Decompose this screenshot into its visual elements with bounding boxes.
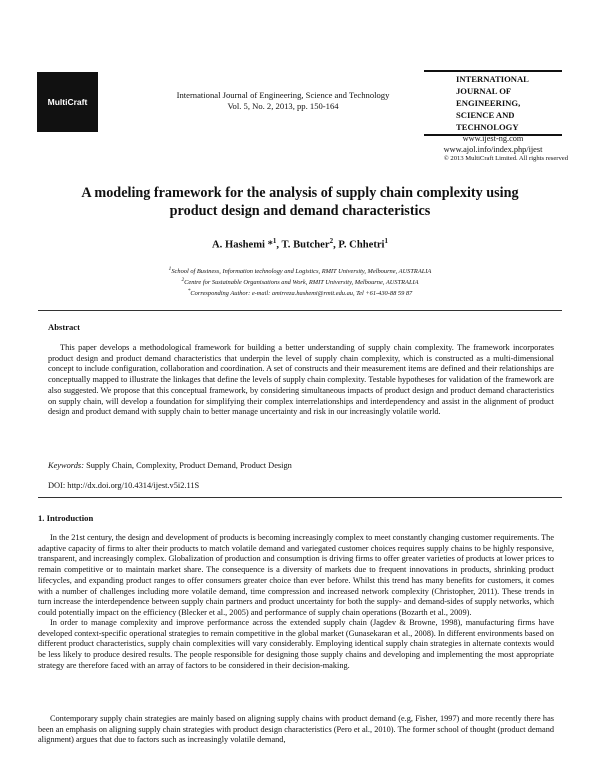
abstract-text: This paper develops a methodological framework for building a better understanding of supply chain complexity. The framework incorporates product design and product demand characteristics that underpin the level of supply chain complexity, which is constructed as a multi-dimensional concept to include configuration, collaboration and coordination. A set of constructs and their measurement items are defined and their relationships are conceptually mapped to illustrate the linkages that define the levels of supply chain complexity. Testable hypotheses for validation of the framework are also suggested. We propose that this conceptual framework, by considering simultaneous impacts of product design and product demand characteristics on supply chain, will develop a foundation for simplifying their complex interrelationships and interdependency and assist in the alignment of product design and product demand with supply chain to better manage uncertainty and risk in our increasingly volatile world. xyxy=(48,343,554,417)
abstract-heading: Abstract xyxy=(48,322,80,332)
journal-title-box xyxy=(424,70,562,136)
keywords-list: Supply Chain, Complexity, Product Demand, Product Design xyxy=(83,461,292,470)
journal-title-line: TECHNOLOGY xyxy=(456,122,519,132)
journal-url[interactable]: www.ijest-ng.com xyxy=(462,134,524,143)
doi-link[interactable]: DOI: http://dx.doi.org/10.4314/ijest.v5i2.11S xyxy=(48,481,200,490)
author-name: A. Hashemi * xyxy=(212,239,273,251)
journal-title-line: INTERNATIONAL xyxy=(456,74,529,84)
publisher-logo xyxy=(37,72,98,132)
copyright-notice: © 2013 MultiCraft Limited. All rights reserved xyxy=(443,155,568,162)
affiliation-line: $^2$Centre for Sustainable Organisations and Work, RMIT University, Melbourne, AUSTRALIA xyxy=(181,277,419,287)
affiliations xyxy=(40,265,560,298)
keywords xyxy=(48,461,554,470)
section-heading: 1. Introduction xyxy=(38,513,94,523)
paper-title-line: product design and demand characteristics xyxy=(169,203,431,219)
journal-citation xyxy=(118,90,448,112)
author-affiliation-mark: 2 xyxy=(329,237,334,245)
body-paragraph: In the 21st century, the design and development of products is becoming increasingly complex to meet constantly changing customer requirements. The adaptive capacity of firms to alter their products to match volatile demand and variegated customer choices requires supply chains to be highly responsive, transparent, and increasingly complex. Globalization of production and consumption is driving firms to offer greater varieties of products at lower prices to remain competitive or to maintain market share. The consequence is a diversity of markets due to frequent innovations in products, shrinking product lifecycles, and expanding product ranges to offer consumers greater choice than ever before. Whilst this trend has many benefits for customers, it comes with a number of challenges including more volatile demand, time compression and increased network complexity (Christopher, 2011). These trends in turn increase the interdependence between supply chain partners and product uncertainty for both the supply- and demand-sides of supply networks, which could potentially impact on the efficiency (Blecker et al., 2005) and performance of supply chain operations (Bozarth et al., 2009). xyxy=(38,533,554,617)
divider xyxy=(38,497,562,498)
keywords-label: Keywords: xyxy=(48,461,84,470)
journal-name: International Journal of Engineering, Science and Technology xyxy=(176,90,390,100)
publisher-logo-text: MultiCraft xyxy=(47,97,88,107)
author-affiliation-mark: 1 xyxy=(272,237,277,245)
divider xyxy=(38,310,562,311)
body-paragraph: Contemporary supply chain strategies are mainly based on aligning supply chains with product demand (e.g, Fisher, 1997) and more recently there has been an emphasis on aligning supply chain strategies with product design characteristics (Pero et al., 2010). The former school of thought (product demand alignment) argues that due to factors such as increasingly volatile demand, xyxy=(38,714,554,745)
author-list: A. Hashemi *$^1$, T. Butcher$^2$, P. Chhetri$^1$ xyxy=(212,237,388,251)
body-paragraph: In order to manage complexity and improve performance across the extended supply chain (Jagdev & Browne, 1998), manufacturing firms have developed context-specific operational strategies to remain competitive in the global market (Gunasekaran et al., 2008). In different environments based on different product characteristics, supply chain complexities will vary considerably. Employing identical supply chain strategies in alternate contexts would be less likely to produce desired results. The people responsible for designing those supply chains and developing and implementing the most appropriate strategy are therefore faced with an array of factors to be considered in their decision-making. xyxy=(38,618,554,670)
paper-title xyxy=(40,184,560,220)
journal-title-line: JOURNAL OF xyxy=(456,86,512,96)
paper-title-line: A modeling framework for the analysis of supply chain complexity using xyxy=(81,185,519,201)
journal-volume: Vol. 5, No. 2, 2013, pp. 150-164 xyxy=(227,101,339,111)
affiliation-line: *Corresponding Author: e-mail: amirreza.hashemi@rmit.edu.au, Tel +61-430-88 59 87 xyxy=(187,288,413,298)
author-affiliation-mark: 1 xyxy=(384,237,388,245)
journal-title-line: ENGINEERING, xyxy=(456,98,521,108)
journal-title-line: SCIENCE AND xyxy=(456,110,515,120)
journal-urls xyxy=(424,134,562,155)
affiliation-line: $^1$School of Business, Information technology and Logistics, RMIT University, Melbourne, AUSTRALIA xyxy=(168,266,432,276)
journal-url[interactable]: www.ajol.info/index.php/ijest xyxy=(443,144,543,154)
author-name: P. Chhetri xyxy=(338,239,385,251)
author-name: T. Butcher xyxy=(281,239,330,251)
